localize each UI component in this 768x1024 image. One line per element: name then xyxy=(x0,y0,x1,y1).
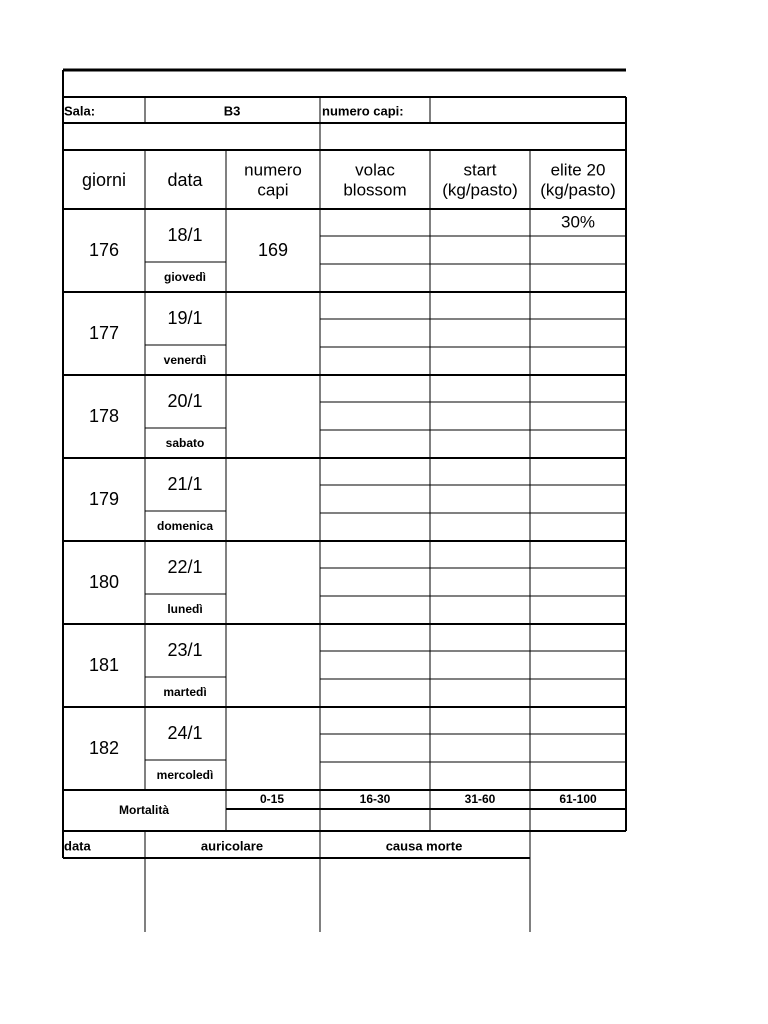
weekday-label: domenica xyxy=(156,519,214,533)
header-numero-capi: numero capi xyxy=(244,160,302,199)
header-giorni: giorni xyxy=(81,170,127,190)
footer-data: data xyxy=(64,838,91,854)
header-volac-blossom: volac blossom xyxy=(343,160,407,199)
giorno-number: 178 xyxy=(88,406,120,426)
sala-label: Sala: xyxy=(64,103,96,119)
giorno-number: 177 xyxy=(88,323,120,343)
weekday-label: sabato xyxy=(165,436,205,450)
day-date: 20/1 xyxy=(167,391,203,411)
weekday-label: lunedì xyxy=(167,602,203,616)
weekday-label: giovedì xyxy=(163,270,207,284)
day-date: 23/1 xyxy=(167,640,203,660)
mortalita-range-31-60: 31-60 xyxy=(464,792,496,806)
day-date: 24/1 xyxy=(167,723,203,743)
numero-capi-label: numero capi: xyxy=(322,103,404,119)
day-date: 22/1 xyxy=(167,557,203,577)
giorno-number: 179 xyxy=(88,489,120,509)
giorno-number: 176 xyxy=(88,240,120,260)
weekday-label: venerdì xyxy=(163,353,207,367)
giorno-number: 180 xyxy=(88,572,120,592)
giorno-number: 181 xyxy=(88,655,120,675)
day-date: 18/1 xyxy=(167,225,203,245)
sala-value: B3 xyxy=(223,103,241,119)
footer-auricolare: auricolare xyxy=(200,838,264,854)
day-date: 21/1 xyxy=(167,474,203,494)
footer-causa-morte: causa morte xyxy=(385,838,463,854)
weekday-label: mercoledì xyxy=(156,768,214,782)
mortalita-range-16-30: 16-30 xyxy=(359,792,391,806)
header-elite-20: elite 20 (kg/pasto) xyxy=(540,160,616,199)
day-date: 19/1 xyxy=(167,308,203,328)
weekday-label: martedì xyxy=(163,685,207,699)
elite-percent: 30% xyxy=(560,212,596,232)
giorno-number: 182 xyxy=(88,738,120,758)
mortalita-range-0-15: 0-15 xyxy=(259,792,285,806)
numero-capi-cell: 169 xyxy=(257,240,289,260)
header-data: data xyxy=(167,170,203,190)
mortalita-range-61-100: 61-100 xyxy=(559,792,597,806)
header-start: start (kg/pasto) xyxy=(442,160,518,199)
mortalita-label: Mortalità xyxy=(118,803,170,817)
